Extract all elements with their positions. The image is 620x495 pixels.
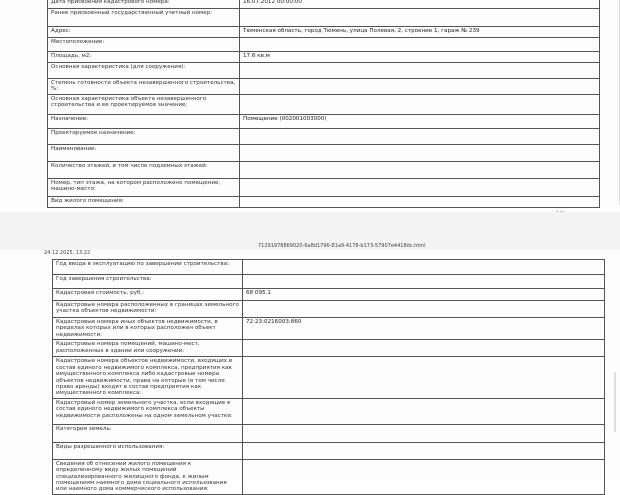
row-label: Год ввода в эксплуатацию по завершении строительства:	[53, 260, 243, 275]
table-row	[53, 424, 605, 442]
row-value: 16.07.2012 00:00:00	[240, 0, 600, 9]
row-value	[240, 38, 600, 52]
table-row	[53, 275, 605, 289]
row-value: Тюменская область, город Тюмень, улица Полевая, 2, строение 1, гараж № 239	[240, 27, 600, 38]
row-value	[240, 128, 600, 144]
row-label: Кадастровый номер земельного участка, если входящие в состав единого недвижимого комплекса объекты недвижимости расположены на одном земельном участке:	[53, 398, 243, 424]
property-info-table-2	[52, 259, 605, 495]
row-label: Кадастровые номера расположенных в границах земельного участка объектов недвижимости:	[53, 301, 243, 318]
table-row	[53, 459, 605, 494]
page-edge-mark	[611, 0, 620, 205]
table-row	[48, 94, 600, 114]
row-value	[240, 161, 600, 178]
row-label: Основная характеристика (для сооружения):	[48, 63, 240, 79]
row-label: Назначение:	[48, 114, 240, 128]
table-row	[48, 114, 600, 128]
row-label: Кадастровая стоимость, руб.:	[53, 289, 243, 301]
row-value: 68 095.1	[243, 289, 605, 301]
row-value	[240, 63, 600, 79]
row-value	[240, 94, 600, 114]
table-row	[48, 161, 600, 178]
table-row	[53, 357, 605, 399]
row-value	[243, 260, 605, 275]
row-value	[240, 79, 600, 95]
row-label: Ранее присвоенный государственный учетный номер:	[48, 9, 240, 27]
row-value	[243, 340, 605, 357]
property-info-table-1	[47, 0, 600, 208]
print-header-date: 24.12.2025, 13:22	[44, 250, 91, 256]
table-row	[53, 260, 605, 275]
row-value	[240, 144, 600, 161]
row-label: Площадь, м2:	[48, 52, 240, 63]
row-label: Кадастровые номера иных объектов недвижимости, в пределах которых или в которых расположен объект недвижимости:	[53, 318, 243, 340]
table-row	[48, 63, 600, 79]
row-value	[243, 424, 605, 442]
faint-stamp-mark	[562, 372, 616, 432]
row-label: Местоположение:	[48, 38, 240, 52]
table-row	[53, 318, 605, 340]
print-header-url: 71291978869020-6a8d1796-81a9-4178-b173-57907e4418dc.html	[258, 243, 426, 249]
row-label: Номер, тип этажа, на котором расположено помещение, машино-место:	[48, 178, 240, 196]
row-value: 17.6 кв.м	[240, 52, 600, 63]
row-label: Дата присвоения кадастрового номера:	[48, 0, 240, 9]
table-row	[48, 38, 600, 52]
row-value	[243, 459, 605, 494]
table-row	[48, 196, 600, 207]
table-row	[48, 0, 600, 9]
row-label: Степень готовности объекта незавершенного строительства, %:	[48, 79, 240, 95]
row-label: Количество этажей, в том числе подземных этажей:	[48, 161, 240, 178]
row-label: Вид жилого помещения:	[48, 196, 240, 207]
row-label: Основная характеристика объекта незавершенного строительства и ее проектируемое значение:	[48, 94, 240, 114]
row-label: Год завершения строительства:	[53, 275, 243, 289]
row-value: Помещение (002001003000)	[240, 114, 600, 128]
row-label: Сведения об отнесении жилого помещения к определенному виду жилых помещений специализированного жилищного фонда, к жилым помещениям наемного дома социального использования или наемного дома коммерческого использования:	[53, 459, 243, 494]
table-row	[53, 301, 605, 318]
table-row	[48, 27, 600, 38]
table-row	[48, 128, 600, 144]
document-page-2	[0, 243, 620, 493]
table-row	[48, 144, 600, 161]
row-value	[243, 442, 605, 459]
table-row	[48, 79, 600, 95]
row-label: Категория земель:	[53, 424, 243, 442]
row-value	[240, 178, 600, 196]
row-label: Виды разрешенного использования:	[53, 442, 243, 459]
row-label: Проектируемое назначение:	[48, 128, 240, 144]
table-row	[48, 52, 600, 63]
row-value	[240, 9, 600, 27]
table-row	[48, 9, 600, 27]
row-value: 72:23:0216003:860	[243, 318, 605, 340]
table-row	[53, 398, 605, 424]
row-label: Кадастровые номера помещений, машино-мест, расположенных в здании или сооружении:	[53, 340, 243, 357]
row-value	[240, 196, 600, 207]
table-row	[48, 178, 600, 196]
row-label: Адрес:	[48, 27, 240, 38]
table-row	[53, 340, 605, 357]
document-page-1	[0, 0, 620, 212]
row-value	[243, 301, 605, 318]
row-value	[243, 357, 605, 399]
table-row	[53, 289, 605, 301]
row-value	[243, 275, 605, 289]
row-label: Кадастровые номера объектов недвижимости, входящих в состав единого недвижимого комплекса, предприятия как имущественного комплекса либо кадастровые номера объектов недвижимости, права на которые (в том числе право аренды) входят в состав предприятия как имущественного комплекса:	[53, 357, 243, 399]
row-label: Наименование:	[48, 144, 240, 161]
table-row	[53, 442, 605, 459]
row-value	[243, 398, 605, 424]
